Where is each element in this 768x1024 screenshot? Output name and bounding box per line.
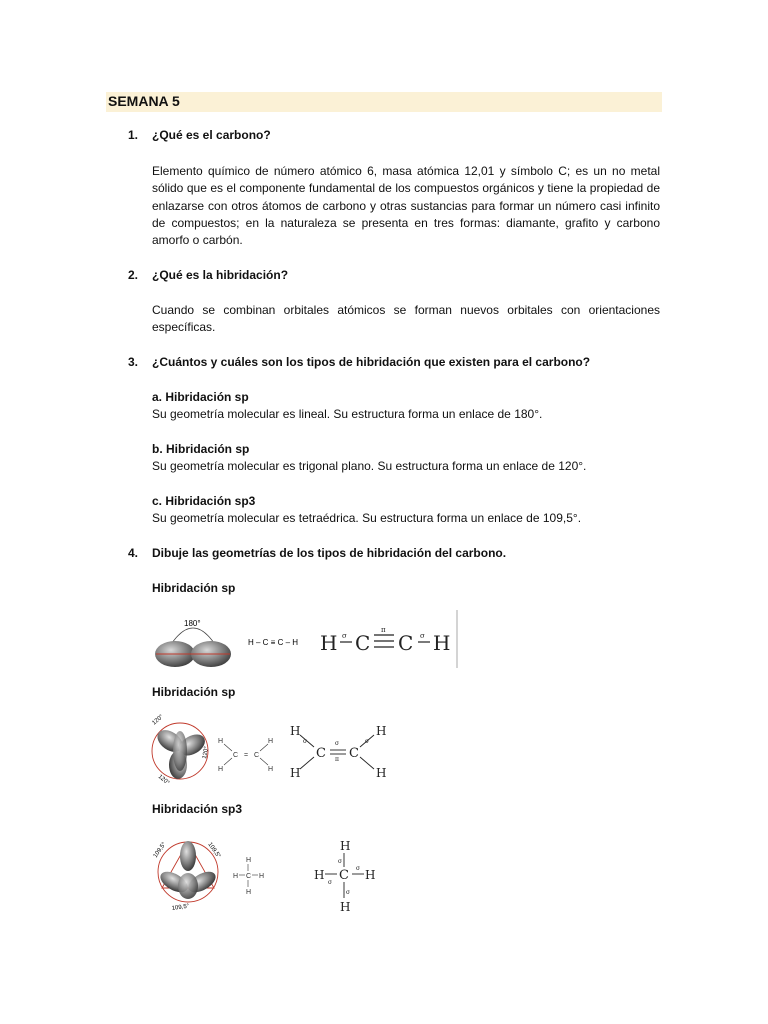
question-text: Dibuje las geometrías de los tipos de hibridación del carbono. xyxy=(152,546,507,560)
formula-atom-h: H xyxy=(246,857,252,864)
hybridization-b-title: b. Hibridación sp xyxy=(152,442,250,456)
hybridization-a-description: Su geometría molecular es lineal. Su estructura forma un enlace de 180°. xyxy=(152,407,543,421)
question-text: ¿Cuántos y cuáles son los tipos de hibridación que existen para el carbono? xyxy=(152,355,591,369)
angle-label: 109,5° xyxy=(152,841,168,860)
hybridization-a-title: a. Hibridación sp xyxy=(152,390,249,404)
formula-atom-c: C xyxy=(339,868,349,883)
sigma-label: σ xyxy=(420,632,425,640)
formula-atom-h: H xyxy=(320,631,338,655)
question-number: 2. xyxy=(128,268,139,282)
hybridization-b-description: Su geometría molecular es trigonal plano. Su estructura forma un enlace de 120°. xyxy=(152,459,587,473)
orbital-lobe xyxy=(173,731,187,771)
formula-atom-h: H xyxy=(218,738,224,745)
formula-atom-h: H xyxy=(376,724,387,738)
sigma-label: σ xyxy=(346,889,351,896)
drawing-3-title: Hibridación sp3 xyxy=(152,802,243,816)
formula-atom-h: H xyxy=(314,868,325,882)
section-title: SEMANA 5 xyxy=(108,93,180,109)
formula-atom-h: H xyxy=(290,724,301,738)
sigma-label: σ xyxy=(338,858,343,865)
formula-atom-c: C xyxy=(233,752,239,759)
drawing-2-title: Hibridación sp xyxy=(152,685,236,699)
formula-atom-h: H xyxy=(340,900,351,914)
question-text: ¿Qué es el carbono? xyxy=(152,128,271,142)
sigma-label: σ xyxy=(356,865,361,872)
orbital-lobe xyxy=(180,841,196,871)
sigma-label: σ xyxy=(328,879,333,886)
angle-label: 120° xyxy=(156,773,171,787)
angle-label: 120° xyxy=(202,746,211,760)
sp2-hybridization-figure xyxy=(148,713,392,789)
formula-atom-h: H xyxy=(259,873,265,880)
hybridization-c-title: c. Hibridación sp3 xyxy=(152,494,256,508)
formula-atom-h: H xyxy=(376,766,387,780)
small-formula: H – C ≡ C – H xyxy=(248,638,299,647)
formula-atom-h: H xyxy=(218,766,224,773)
pi-label: π xyxy=(335,756,339,763)
formula-atom-h: H xyxy=(433,631,451,655)
formula-atom-c: C xyxy=(246,873,252,880)
question-number: 3. xyxy=(128,355,139,369)
formula-atom-c: C xyxy=(355,631,371,655)
question-number: 4. xyxy=(128,546,139,560)
angle-label: 120° xyxy=(151,713,165,727)
formula-atom-c: C xyxy=(316,746,326,761)
orbital-lobe xyxy=(178,873,198,899)
formula-atom-h: H xyxy=(233,873,239,880)
formula-atom-c: C xyxy=(254,752,260,759)
formula-atom-h: H xyxy=(246,889,252,896)
angle-label: 109,5° xyxy=(171,903,190,912)
drawing-1-title: Hibridación sp xyxy=(152,581,236,595)
formula-atom-h: H xyxy=(268,738,274,745)
sp-hybridization-figure xyxy=(148,608,460,670)
sigma-label: σ xyxy=(303,738,308,745)
double-bond: = xyxy=(244,752,249,759)
pi-label: π xyxy=(381,626,386,634)
sigma-label: σ xyxy=(342,632,347,640)
section-header xyxy=(106,92,662,112)
sigma-label: σ xyxy=(335,740,340,747)
formula-atom-c: C xyxy=(398,631,414,655)
angle-label: 109,5° xyxy=(206,841,222,860)
answer-2: Cuando se combinan orbitales atómicos se forman nuevos orbitales con orientaciones específicas. xyxy=(152,303,660,335)
formula-atom-h: H xyxy=(290,766,301,780)
formula-atom-h: H xyxy=(268,766,274,773)
hybridization-c-description: Su geometría molecular es tetraédrica. Su estructura forma un enlace de 109,5°. xyxy=(152,511,582,525)
question-number: 1. xyxy=(128,128,139,142)
formula-atom-h: H xyxy=(365,868,376,882)
formula-atom-c: C xyxy=(349,746,359,761)
answer-1: Elemento químico de número atómico 6, masa atómica 12,01 y símbolo C; es un no metal sólido que es el componente fundamental de los compuestos orgánicos y tiene la propiedad de enlazarse con otros átomos de carbono y otras sustancias para formar un número casi infinito de compuestos; en la naturaleza se presenta en tres formas: diamante, grafito y carbono amorfo o carbón. xyxy=(152,164,660,248)
sigma-label: σ xyxy=(365,738,370,745)
formula-atom-h: H xyxy=(340,839,351,853)
sp3-hybridization-figure xyxy=(148,830,388,916)
angle-label: 180° xyxy=(184,619,201,628)
question-text: ¿Qué es la hibridación? xyxy=(152,268,289,282)
